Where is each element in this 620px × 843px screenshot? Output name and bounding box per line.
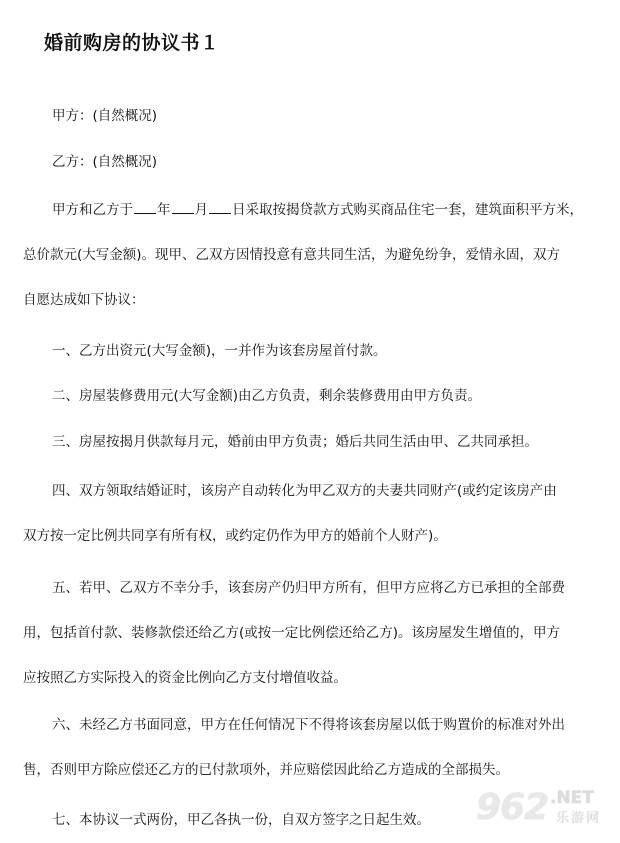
clause-1: 一、乙方出资元(大写金额)，一并作为该套房屋首付款。 (52, 343, 387, 359)
intro-paragraph (23, 188, 592, 323)
clause-4: 四、双方领取结婚证时，该房产自动转化为甲乙双方的夫妻共同财产(或约定该房产由 双方按一定比例共同享有所有权，或约定仍作为甲方的婚前个人财产)。 (23, 483, 557, 544)
watermark-net: .NET (550, 788, 594, 808)
intro-line-2: 总价款元(大写金额)。现甲、乙双方因情投意有意共同生活，为避免纷争，爱情永固，双方 (23, 247, 561, 263)
intro-line-1: 甲方和乙方于 年 月 日采取按揭贷款方式购买商品住宅一套，建筑面积平方米， (52, 188, 592, 233)
clause-5: 五、若甲、乙双方不幸分手，该套房产仍归甲方所有，但甲方应将乙方已承担的全部费 用，包括首付款、装修款偿还给乙方(或按一定比例偿还给乙方)。该房屋发生增值的，甲方 应按照乙方实际投入的资金比例向乙方支付增值收益。 (23, 580, 565, 686)
party-b: 乙方：(自然概况) (52, 154, 158, 170)
watermark-number: 962 (476, 787, 549, 828)
party-a: 甲方：(自然概况) (52, 108, 158, 124)
year-blank[interactable] (134, 199, 156, 214)
day-blank[interactable] (209, 199, 231, 214)
site-watermark (476, 788, 614, 832)
month-blank[interactable] (172, 199, 194, 214)
intro-line-3: 自愿达成如下协议： (23, 292, 145, 308)
clause-7: 七、本协议一式两份，甲乙各执一份，自双方签字之日起生效。 (52, 812, 430, 828)
watermark-site-name: 乐游网 (556, 811, 602, 826)
document-title: 婚前购房的协议书１ (44, 32, 220, 54)
clause-6: 六、未经乙方书面同意，甲方在任何情况下不得将该套房屋以低于购置价的标准对外出 售，否则甲方除应偿还乙方的已付款项外，并应赔偿因此给乙方造成的全部损失。 (23, 717, 565, 778)
clause-3: 三、房屋按揭月供款每月元，婚前由甲方负责；婚后共同生活由甲、乙共同承担。 (52, 434, 538, 450)
clause-2: 二、房屋装修费用元(大写金额)由乙方负责，剩余装修费用由甲方负责。 (52, 388, 482, 404)
